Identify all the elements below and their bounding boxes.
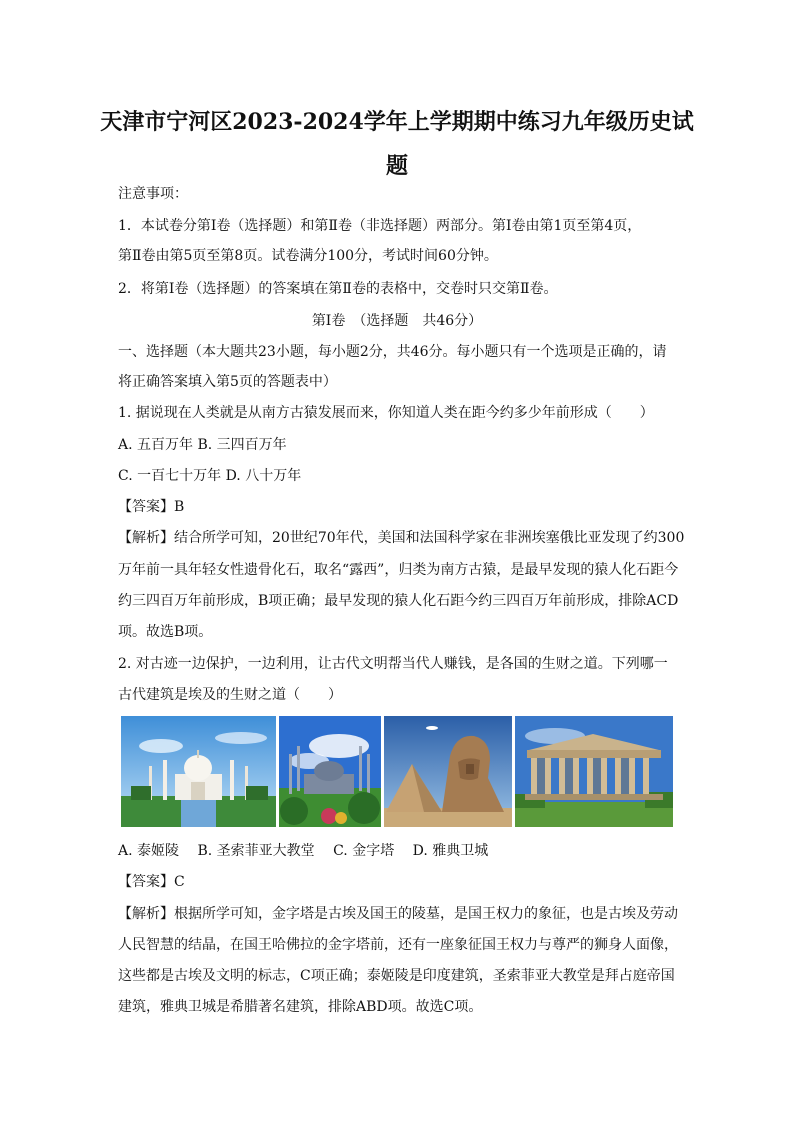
question-2-photos xyxy=(121,716,673,827)
question-2-stem-1: 2. 对古迹一边保护，一边利用，让古代文明帮当代人赚钱，是各国的生财之道。下列哪一 xyxy=(118,656,668,672)
question-1-analysis-3: 约三四百万年前形成，B项正确；最早发现的猿人化石距今约三四百万年前形成，排除ACD xyxy=(118,593,679,609)
question-2-analysis-2: 人民智慧的结晶，在国王哈佛拉的金字塔前，还有一座象征国王权力与尊严的狮身人面像， xyxy=(118,937,678,953)
question-1-options-ab: A. 五百万年 B. 三四百万年 xyxy=(118,437,287,453)
exam-title xyxy=(100,100,694,188)
part-1-heading: 第Ⅰ卷 （选择题 共46分） xyxy=(311,313,483,329)
title-line-1: 天津市宁河区2023-2024学年上学期期中练习九年级历史试 xyxy=(100,109,694,135)
question-2-analysis-1: 【解析】根据所学可知，金字塔是古埃及国王的陵墓，是国王权力的象征，也是古埃及劳动 xyxy=(118,906,678,922)
note-2: 2．将第Ⅰ卷（选择题）的答案填在第Ⅱ卷的表格中，交卷时只交第Ⅱ卷。 xyxy=(118,281,558,297)
question-2-analysis-4: 建筑，雅典卫城是希腊著名建筑，排除ABD项。故选C项。 xyxy=(118,999,483,1015)
notes-heading: 注意事项： xyxy=(118,186,188,202)
section-instructions-line-1: 一、选择题（本大题共23小题，每小题2分，共46分。每小题只有一个选项是正确的，请 xyxy=(118,344,667,360)
section-instructions-line-2: 将正确答案填入第5页的答题表中） xyxy=(118,374,337,390)
question-2-answer: 【答案】C xyxy=(118,874,185,890)
note-1-line-2: 第Ⅱ卷由第5页至第8页。试卷满分100分，考试时间60分钟。 xyxy=(118,248,498,264)
acropolis-photo xyxy=(515,716,673,827)
taj-mahal-photo xyxy=(121,716,276,827)
question-1-analysis-4: 项。故选B项。 xyxy=(118,624,213,640)
question-1-analysis-2: 万年前一具年轻女性遗骨化石，取名“露西”，归类为南方古猿，是最早发现的猿人化石距今 xyxy=(118,562,679,578)
question-1-stem: 1. 据说现在人类就是从南方古猿发展而来，你知道人类在距今约多少年前形成（ ） xyxy=(118,405,654,421)
question-1-options-cd: C. 一百七十万年 D. 八十万年 xyxy=(118,468,302,484)
pyramid-sphinx-photo xyxy=(384,716,512,827)
question-2-options: A. 泰姬陵 B. 圣索菲亚大教堂 C. 金字塔 D. 雅典卫城 xyxy=(118,843,489,859)
question-1-analysis-1: 【解析】结合所学可知，20世纪70年代，美国和法国科学家在非洲埃塞俄比亚发现了约300 xyxy=(118,530,685,546)
hagia-sophia-photo xyxy=(279,716,381,827)
question-1-answer: 【答案】B xyxy=(118,499,185,515)
title-line-2: 题 xyxy=(385,153,408,179)
note-1-line-1: 1．本试卷分第Ⅰ卷（选择题）和第Ⅱ卷（非选择题）两部分。第Ⅰ卷由第1页至第4页， xyxy=(118,218,642,234)
question-2-analysis-3: 这些都是古埃及文明的标志，C项正确；泰姬陵是印度建筑，圣索菲亚大教堂是拜占庭帝国 xyxy=(118,968,675,984)
question-2-stem-2: 古代建筑是埃及的生财之道（ ） xyxy=(118,687,342,703)
